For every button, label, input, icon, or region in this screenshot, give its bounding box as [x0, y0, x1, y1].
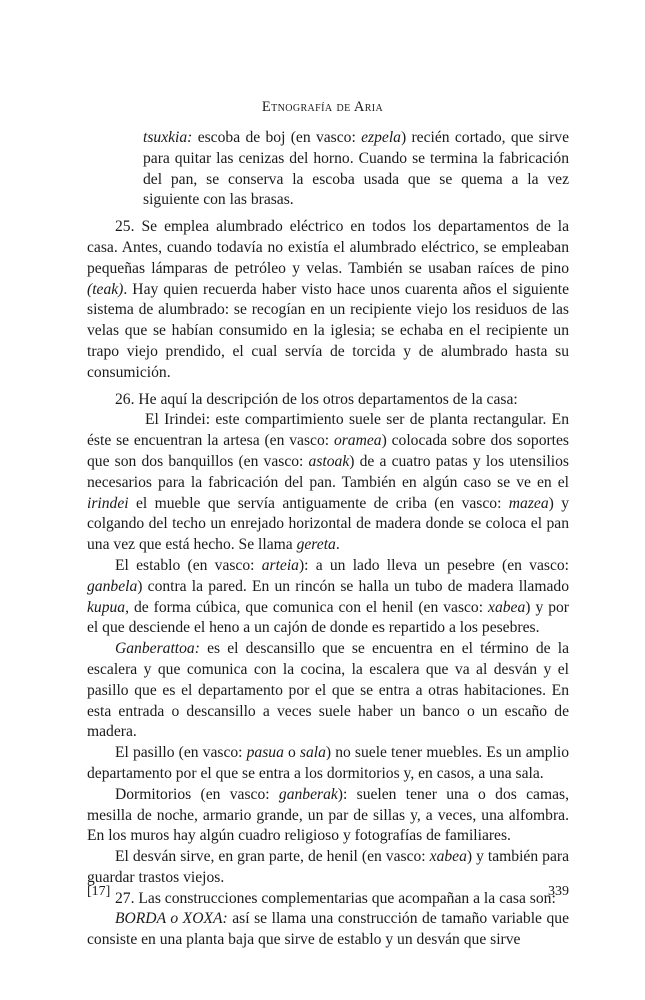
paragraph-tsuxkia: tsuxkia: escoba de boj (en vasco: ezpela) recién cortado, que sirve para quitar las cenizas del horno. Cuando se termina la fabricación del pan, se conserva la escoba usada que se quema a la vez siguiente con las brasas.	[143, 129, 569, 209]
main-text	[87, 128, 569, 951]
paragraph-pasillo: El pasillo (en vasco: pasua o sala) no suele tener muebles. Es un amplio departamento por el que se entra a los dormitorios y, en casos, a una sala.	[87, 744, 570, 782]
paragraph-dormitorios: Dormitorios (en vasco: ganberak): suelen tener una o dos camas, mesilla de noche, armario grande, un par de sillas y, a veces, una alfombra. En los muros hay algún cuadro religioso y fotografías de familiares.	[87, 785, 569, 845]
paragraph-irindei: El Irindei: este compartimiento suele ser de planta rectangular. En éste se encuentran la artesa (en vasco: oramea) colocada sobre dos soportes que son dos banquillos (en vasco: astoak) de a cuatro patas y los utensilios necesarios para la fabricación del pan. También en algún caso se ve en el irindei el mueble que servía antiguamente de criba (en vasco: mazea) y colgando del techo un enrejado horizontal de madera donde se coloca el pan una vez que está hecho. Se llama gereta.	[87, 411, 570, 554]
page-number: 339	[548, 884, 569, 899]
running-title: Etnografía de Aria	[261, 99, 384, 115]
term: tsuxkia:	[143, 129, 193, 146]
paragraph-borda: BORDA o XOXA: así se llama una construcción de tamaño variable que consiste en una planta baja que sirve de establo y un desván que sirve	[87, 910, 569, 949]
paragraph-ganberattoa: Ganberattoa: es el descansillo que se encuentra en el término de la escalera y que comunica con la cocina, la escalera que va al desván y el pasillo que es el departamento por el que se entra a otras habitaciones. En esta entrada o descansillo a veces suele haber un banco o un escaño de madera.	[87, 640, 569, 741]
paragraph-26: 26. He aquí la descripción de los otros departamentos de la casa:	[115, 390, 518, 408]
footer-section-number: [17]	[87, 884, 111, 899]
paragraph-27: 27. Las construcciones complementarias que acompañan a la casa son:	[115, 889, 556, 907]
paragraph-25: 25. Se emplea alumbrado eléctrico en todos los departamentos de la casa. Antes, cuando todavía no existía el alumbrado eléctrico, se empleaban pequeñas lámparas de petróleo y velas. También se usaban raíces de pino (teak). Hay quien recuerda haber visto hace unos cuarenta años el siguiente sistema de alumbrado: se recogían en un recipiente viejo los residuos de las velas que se habían consumido en la iglesia; se echaba en el recipiente un trapo viejo prendido, el cual servía de torcida y de alumbrado hasta su consumición.	[87, 218, 569, 381]
paragraph-desvan: El desván sirve, en gran parte, de henil (en vasco: xabea) y también para guardar trastos viejos.	[87, 848, 569, 886]
paragraph-establo: El establo (en vasco: arteia): a un lado lleva un pesebre (en vasco: ganbela) contra la pared. En un rincón se halla un tubo de madera llamado kupua, de forma cúbica, que comunica con el henil (en vasco: xabea) y por el que desciende el heno a un cajón de donde es repartido a los pesebres.	[87, 556, 569, 637]
